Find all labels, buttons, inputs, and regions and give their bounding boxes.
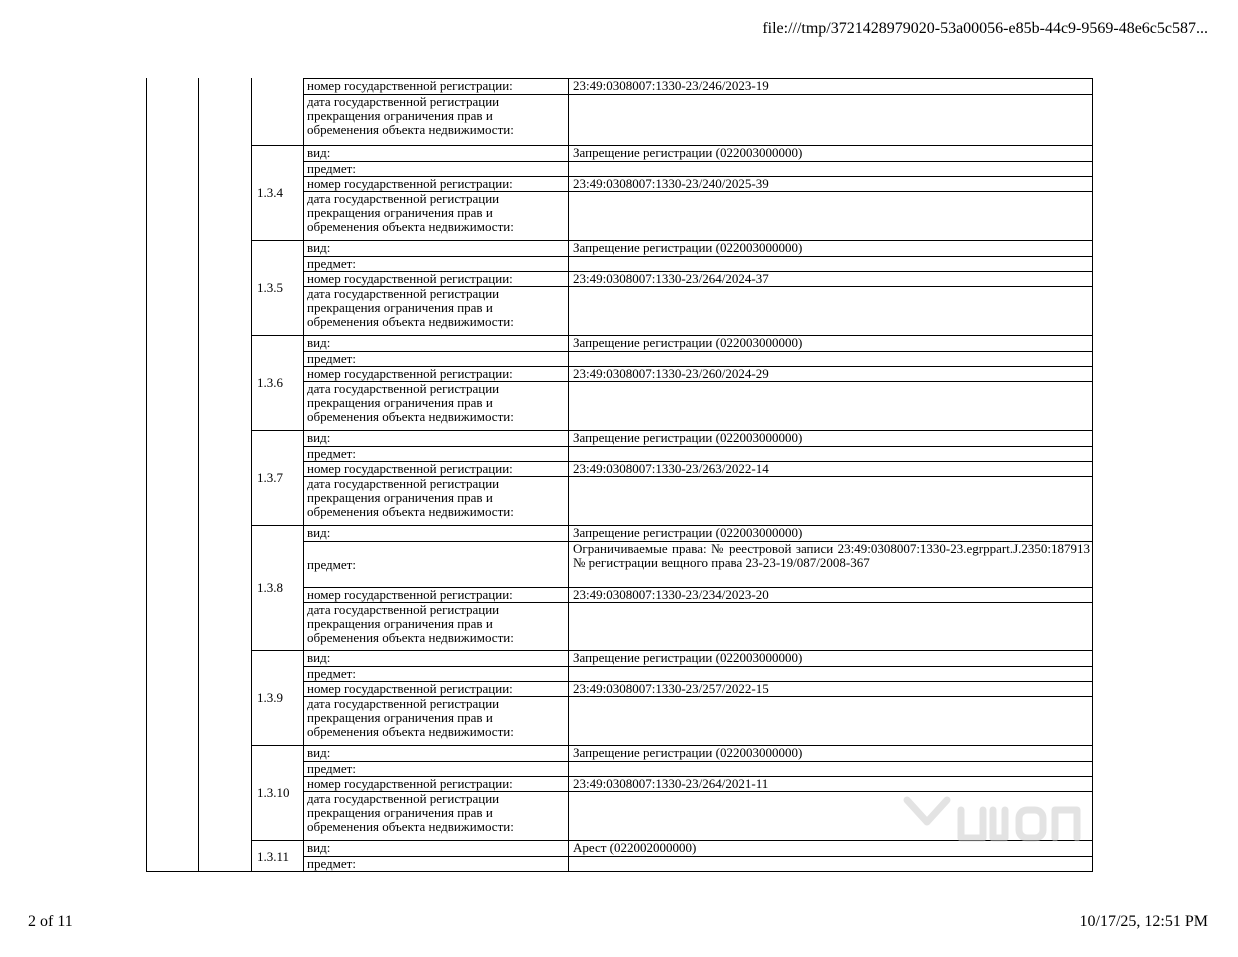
section-partial-top [252, 78, 1092, 145]
section-number [252, 78, 304, 145]
field-value [568, 257, 1092, 271]
section-1-3-10 [252, 745, 1092, 840]
section-number: 1.3.8 [252, 526, 304, 650]
table-sections [251, 78, 1092, 871]
field-row-predmet [304, 256, 1092, 271]
field-label: дата государственной регистрации прекращения ограничения прав и обременения объекта недвижимости: [307, 697, 514, 739]
field-row-nomer [304, 776, 1092, 791]
field-row-nomer [304, 461, 1092, 476]
field-label: вид: [307, 431, 331, 445]
field-value: 23:49:0308007:1330-23/240/2025-39 [568, 177, 1092, 191]
field-label: номер государственной регистрации: [307, 79, 513, 93]
field-label: предмет: [307, 257, 356, 271]
field-value: Запрещение регистрации (022003000000) [568, 336, 1092, 351]
field-label: дата государственной регистрации прекращения ограничения прав и обременения объекта недвижимости: [307, 603, 514, 645]
field-row-nomer [304, 366, 1092, 381]
field-value [568, 95, 1092, 145]
field-label: дата государственной регистрации прекращения ограничения прав и обременения объекта недвижимости: [307, 382, 514, 424]
field-row-vid [304, 746, 1092, 761]
field-value [568, 697, 1092, 745]
field-row-data [304, 94, 1092, 145]
field-row-vid [304, 241, 1092, 256]
field-label: предмет: [307, 556, 356, 572]
field-label: номер государственной регистрации: [307, 588, 513, 602]
field-label: дата государственной регистрации прекращения ограничения прав и обременения объекта недвижимости: [307, 477, 514, 519]
field-row-nomer [304, 176, 1092, 191]
section-number: 1.3.10 [252, 746, 304, 840]
field-label: номер государственной регистрации: [307, 777, 513, 791]
field-value [568, 667, 1092, 681]
field-label: предмет: [307, 352, 356, 366]
field-value: 23:49:0308007:1330-23/234/2023-20 [568, 588, 1092, 602]
field-value: 23:49:0308007:1330-23/257/2022-15 [568, 682, 1092, 696]
field-value: Запрещение регистрации (022003000000) [568, 746, 1092, 761]
field-label: вид: [307, 146, 331, 160]
field-label: предмет: [307, 762, 356, 776]
print-footer-datetime: 10/17/25, 12:51 PM [1079, 913, 1208, 930]
section-number: 1.3.11 [252, 841, 304, 871]
field-row-predmet [304, 351, 1092, 366]
section-1-3-6 [252, 335, 1092, 430]
section-1-3-11 [252, 840, 1092, 871]
field-label: номер государственной регистрации: [307, 367, 513, 381]
field-value [568, 857, 1092, 871]
field-value: 23:49:0308007:1330-23/264/2021-11 [568, 777, 1092, 791]
section-number: 1.3.9 [252, 651, 304, 745]
field-row-vid [304, 146, 1092, 161]
section-1-3-8 [252, 525, 1092, 650]
field-row-predmet [304, 856, 1092, 871]
field-row-data [304, 602, 1092, 650]
field-row-data [304, 381, 1092, 430]
field-label: вид: [307, 651, 331, 665]
field-row-predmet [304, 666, 1092, 681]
field-value [568, 287, 1092, 335]
field-value [568, 162, 1092, 176]
field-label: предмет: [307, 447, 356, 461]
field-value [568, 447, 1092, 461]
field-label: вид: [307, 241, 331, 255]
field-label: вид: [307, 336, 331, 350]
section-1-3-4 [252, 145, 1092, 240]
field-row-data [304, 791, 1092, 840]
field-row-predmet [304, 541, 1092, 587]
section-number: 1.3.7 [252, 431, 304, 525]
field-label: предмет: [307, 857, 356, 871]
section-number: 1.3.5 [252, 241, 304, 335]
field-value: Ограничиваемые права: № реестровой записи 23:49:0308007:1330-23.egrppart.J.2350:187913 № регистрации вещного права 23-23-19/087/2008-367 [568, 542, 1092, 587]
field-row-predmet [304, 161, 1092, 176]
field-row-vid [304, 841, 1092, 856]
field-row-nomer [304, 587, 1092, 602]
field-label: номер государственной регистрации: [307, 272, 513, 286]
section-number: 1.3.4 [252, 146, 304, 240]
field-value: Запрещение регистрации (022003000000) [568, 146, 1092, 161]
field-label: вид: [307, 841, 331, 855]
section-number: 1.3.6 [252, 336, 304, 430]
field-value: Арест (022002000000) [568, 841, 1092, 856]
print-header-url: file:///tmp/3721428979020-53a00056-e85b-44c9-9569-48e6c5c587... [762, 20, 1208, 37]
field-value [568, 352, 1092, 366]
field-value: Запрещение регистрации (022003000000) [568, 651, 1092, 666]
field-row-data [304, 191, 1092, 240]
field-label: номер государственной регистрации: [307, 462, 513, 476]
field-value: Запрещение регистрации (022003000000) [568, 241, 1092, 256]
egrn-restrictions-table [146, 78, 1093, 872]
field-label: номер государственной регистрации: [307, 177, 513, 191]
field-row-data [304, 696, 1092, 745]
field-label: вид: [307, 746, 331, 760]
field-value: Запрещение регистрации (022003000000) [568, 431, 1092, 446]
field-value [568, 477, 1092, 525]
field-label: дата государственной регистрации прекращения ограничения прав и обременения объекта недвижимости: [307, 287, 514, 329]
field-row-nomer [304, 271, 1092, 286]
section-1-3-5 [252, 240, 1092, 335]
field-row-nomer [304, 79, 1092, 94]
empty-column-divider [198, 78, 199, 871]
section-1-3-7 [252, 430, 1092, 525]
field-label: дата государственной регистрации прекращения ограничения прав и обременения объекта недвижимости: [307, 95, 514, 137]
field-value [568, 762, 1092, 776]
field-value: 23:49:0308007:1330-23/246/2023-19 [568, 79, 1092, 94]
field-value [568, 792, 1092, 840]
field-value [568, 382, 1092, 430]
field-label: предмет: [307, 162, 356, 176]
field-row-vid [304, 431, 1092, 446]
field-value: 23:49:0308007:1330-23/264/2024-37 [568, 272, 1092, 286]
field-label: дата государственной регистрации прекращения ограничения прав и обременения объекта недвижимости: [307, 192, 514, 234]
field-value: 23:49:0308007:1330-23/263/2022-14 [568, 462, 1092, 476]
field-value: Запрещение регистрации (022003000000) [568, 526, 1092, 541]
field-value: 23:49:0308007:1330-23/260/2024-29 [568, 367, 1092, 381]
field-row-nomer [304, 681, 1092, 696]
field-label: номер государственной регистрации: [307, 682, 513, 696]
field-value [568, 603, 1092, 650]
field-row-vid [304, 336, 1092, 351]
field-label: вид: [307, 526, 331, 540]
field-row-vid [304, 526, 1092, 541]
field-value [568, 192, 1092, 240]
field-row-data [304, 286, 1092, 335]
field-label: дата государственной регистрации прекращения ограничения прав и обременения объекта недвижимости: [307, 792, 514, 834]
field-row-predmet [304, 446, 1092, 461]
print-footer-page-number: 2 of 11 [28, 913, 73, 930]
field-label: предмет: [307, 667, 356, 681]
field-row-data [304, 476, 1092, 525]
field-row-vid [304, 651, 1092, 666]
section-1-3-9 [252, 650, 1092, 745]
field-row-predmet [304, 761, 1092, 776]
